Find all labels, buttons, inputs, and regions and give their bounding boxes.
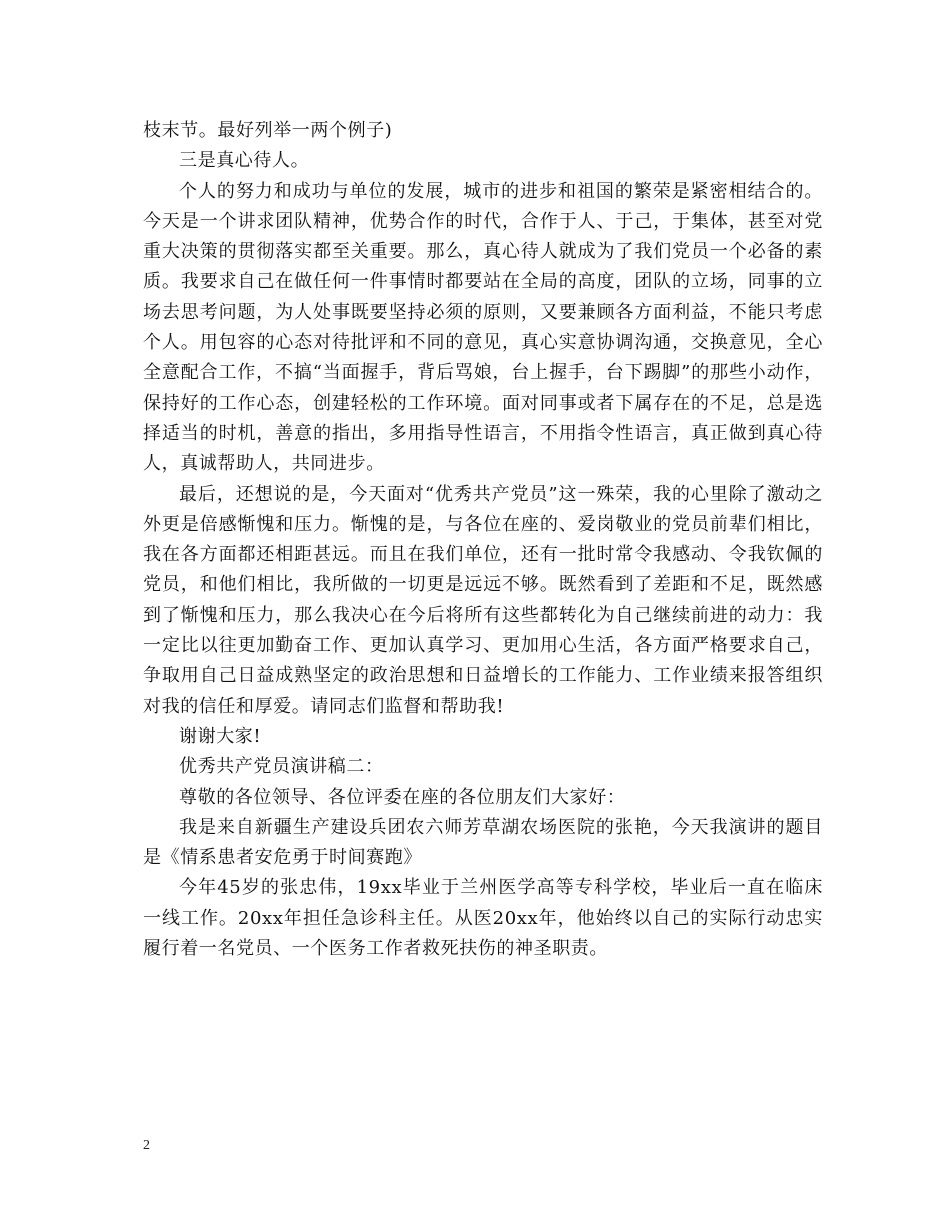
paragraph-closing-remarks: 最后，还想说的是，今天面对“优秀共产党员”这一殊荣，我的心里除了激动之外更是倍感惭愧和压力。惭愧的是，与各位在座的、爱岗敬业的党员前辈们相比，我在各方面都还相距甚远。而且在我们单位，还有一批时常令我感动、令我钦佩的党员，和他们相比，我所做的一切更是远远不够。既然看到了差距和不足，既然感到了惭愧和压力，那么我决心在今后将所有这些都转化为自己继续前进的动力：我一定比以往更加勤奋工作、更加认真学习、更加用心生活，各方面严格要求自己，争取用自己日益成熟坚定的政治思想和日益增长的工作能力、工作业绩来报答组织对我的信任和厚爱。请同志们监督和帮助我!: [143, 483, 823, 717]
paragraph-heading-sincerity: 三是真心待人。: [179, 150, 310, 172]
paragraph-greeting: 尊敬的各位领导、各位评委在座的各位朋友们大家好：: [179, 786, 626, 808]
paragraph-speech-two-title: 优秀共产党员演讲稿二：: [179, 756, 384, 778]
paragraph-doctor-profile: 今年45岁的张忠伟，19xx毕业于兰州医学高等专科学校，毕业后一直在临床一线工作。20xx年担任急诊科主任。从医20xx年，他始终以自己的实际行动忠实履行着一名党员、一个医务工作者救死扶伤的神圣职责。: [143, 877, 823, 960]
paragraph-continuation: 枝末节。最好列举一两个例子): [143, 120, 393, 141]
paragraph-team-spirit: 个人的努力和成功与单位的发展，城市的进步和祖国的繁荣是紧密相结合的。今天是一个讲求团队精神，优势合作的时代，合作于人、于己，于集体，甚至对党重大决策的贯彻落实都至关重要。那么，真心待人就成为了我们党员一个必备的素质。我要求自己在做任何一件事情时都要站在全局的高度，团队的立场，同事的立场去思考问题，为人处事既要坚持必须的原则，又要兼顾各方面利益，不能只考虑个人。用包容的心态对待批评和不同的意见，真心实意协调沟通，交换意见，全心全意配合工作，不搞“当面握手，背后骂娘，台上握手，台下踢脚”的那些小动作，保持好的工作心态，创建轻松的工作环境。面对同事或者下属存在的不足，总是选择适当的时机，善意的指出，多用指导性语言，不用指令性语言，真正做到真心待人，真诚帮助人，共同进步。: [143, 180, 823, 475]
paragraph-thanks: 谢谢大家!: [179, 725, 262, 747]
document-body: [143, 116, 823, 964]
paragraph-speaker-intro: 我是来自新疆生产建设兵团农六师芳草湖农场医院的张艳，今天我演讲的题目是《情系患者安危勇于时间赛跑》: [143, 816, 823, 869]
page-number: 2: [143, 1138, 150, 1153]
